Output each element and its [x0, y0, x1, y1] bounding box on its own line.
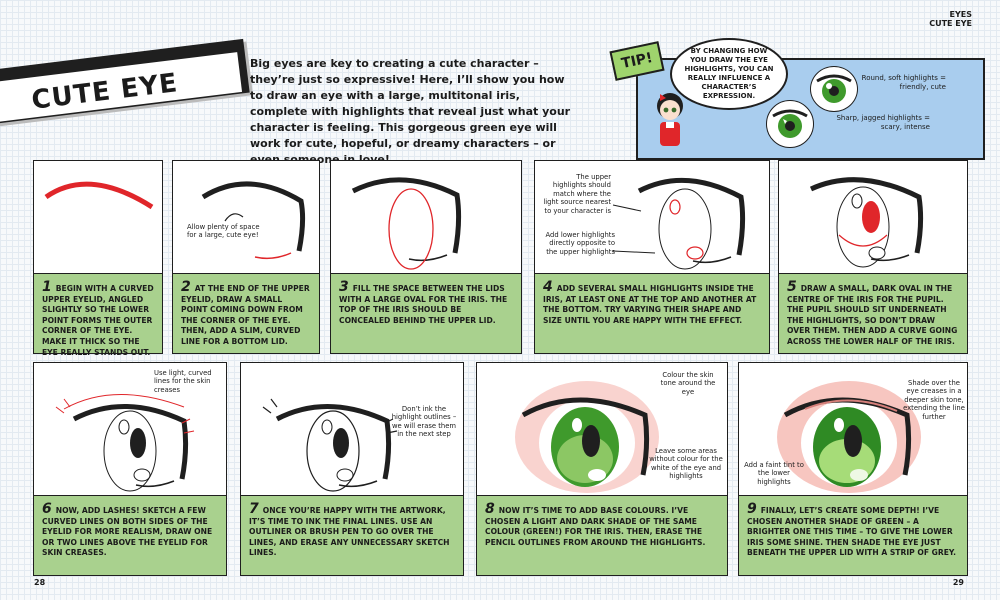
tip-speech-bubble: BY CHANGING HOW YOU DRAW THE EYE HIGHLIGHTS, YOU CAN REALLY INFLUENCE A CHARACTER’S EXPRESSION. [670, 38, 788, 110]
step-panel-6 [33, 362, 227, 576]
tip-eye-round-illustration [810, 66, 858, 112]
page-title: CUTE EYE [30, 68, 180, 116]
step-text-2: AT THE END OF THE UPPER EYELID, DRAW A SMALL POINT COMING DOWN FROM THE CORNER OF THE EYE. THEN, ADD A SLIM, CURVED LINE FOR A BOTTOM LID. [181, 284, 310, 346]
step-caption-8 [477, 495, 727, 575]
step-text-6: NOW, ADD LASHES! SKETCH A FEW CURVED LINES ON BOTH SIDES OF THE EYELID FOR MORE REALISM, DRAW ONE OR TWO LINES ABOVE THE EYELID FOR SKIN CREASES. [42, 506, 213, 558]
step4-annotation-upper: The upper highlights should match where the light source nearest to your character is [543, 173, 611, 215]
step9-annotation-crease: Shade over the eye creases in a deeper skin tone, extending the line further [903, 379, 965, 421]
section-header-line2: CUTE EYE [929, 19, 972, 28]
step-panel-5 [778, 160, 968, 354]
tip-note-sharp: Sharp, jagged highlights = scary, intense [836, 114, 930, 131]
step-text-7: ONCE YOU’RE HAPPY WITH THE ARTWORK, IT’S TIME TO INK THE FINAL LINES. USE AN OUTLINER OR BRUSH PEN TO GO OVER THE LINES, AND ERASE ANY UNNECESSARY SKETCH LINES. [249, 506, 450, 558]
step1-sketch [34, 161, 162, 273]
step-panel-1 [33, 160, 163, 357]
step-number-4: 4 [543, 279, 553, 295]
step-caption-4 [535, 273, 769, 353]
tip-badge: TIP! [609, 41, 664, 81]
step-number-7: 7 [249, 501, 259, 517]
step-caption-6 [34, 495, 226, 575]
step-text-8: NOW IT’S TIME TO ADD BASE COLOURS. I’VE CHOSEN A LIGHT AND DARK SHADE OF THE SAME COLOUR (GREEN!) FOR THE IRIS. THEN, ERASE THE PENCIL OUTLINES FROM AROUND THE HIGHLIGHTS. [485, 506, 706, 547]
step-number-6: 6 [42, 501, 52, 517]
step-panel-4 [534, 160, 770, 354]
intro-paragraph: Big eyes are key to creating a cute character – they’re just so expressive! Here, I’ll show you how to draw an eye with a large, multitonal iris, complete with highlights that reveal just what your character is feeling. This gorgeous green eye will work for cute, hopeful, or dreamy characters – or [250, 57, 571, 150]
step-number-5: 5 [787, 279, 797, 295]
step-panel-7 [240, 362, 464, 576]
step-text-9: FINALLY, LET’S CREATE SOME DEPTH! I’VE CHOSEN ANOTHER SHADE OF GREEN – A BRIGHTER ONE THIS TIME – TO GIVE THE LOWER IRIS SOME SHINE. THEN SHADE THE EYE JUST BENEATH THE UPPER LID WITH A STRIP OF GREY. [747, 506, 957, 558]
step-panel-2 [172, 160, 320, 354]
step-number-2: 2 [181, 279, 191, 295]
step-panel-3 [330, 160, 522, 354]
step-caption-1 [34, 273, 162, 357]
step4-annotation-lower: Add lower highlights directly opposite to the upper highlights [545, 231, 615, 256]
step-text-4: ADD SEVERAL SMALL HIGHLIGHTS INSIDE THE IRIS, AT LEAST ONE AT THE TOP AND ANOTHER AT THE BOTTOM. TRY VARYING THEIR SHAPE AND SIZE UNTIL YOU ARE HAPPY WITH THE EFFECT. [543, 284, 757, 325]
step-panel-9 [738, 362, 968, 576]
tip-note-round: Round, soft highlights = friendly, cute [861, 74, 946, 91]
section-header [929, 10, 972, 28]
page-number-left: 28 [34, 578, 46, 587]
step-caption-2 [173, 273, 319, 353]
step-panel-8 [476, 362, 728, 576]
step2-annotation: Allow plenty of space for a large, cute eye! [187, 223, 260, 240]
step8-annotation-skin: Colour the skin tone around the eye [660, 371, 716, 396]
step5-sketch [779, 161, 967, 273]
page-number-right: 29 [952, 578, 964, 587]
step-caption-9 [739, 495, 967, 575]
step-caption-7 [241, 495, 463, 575]
chibi-girl-illustration [650, 88, 690, 152]
step-caption-3 [331, 273, 521, 353]
step2-sketch [173, 161, 319, 273]
step8-annotation-white: Leave some areas without colour for the white of the eye and highlights [649, 447, 723, 481]
step-caption-5 [779, 273, 967, 353]
step-number-3: 3 [339, 279, 349, 295]
section-header-line1: EYES [949, 10, 972, 19]
step3-sketch [331, 161, 521, 273]
step7-annotation: Don’t ink the highlight outlines – we will erase them in the next step [391, 405, 457, 439]
tip-eye-sharp-illustration [766, 100, 814, 148]
step6-annotation: Use light, curved lines for the skin creases [154, 369, 212, 394]
step-text-1: BEGIN WITH A CURVED UPPER EYELID, ANGLED SLIGHTLY SO THE LOWER POINT FORMS THE OUTER CORNER OF THE EYE. MAKE IT THICK SO THE EYE REALLY STANDS OUT. [42, 284, 154, 357]
step-text-5: DRAW A SMALL, DARK OVAL IN THE CENTRE OF THE IRIS FOR THE PUPIL. THE PUPIL SHOULD SIT UNDERNEATH THE HIGHLIGHTS, SO DON’T DRAW OVER THEM. THEN ADD A CURVE GOING ACROSS THE LOWER HALF OF THE IRIS. [787, 284, 958, 346]
step-number-9: 9 [747, 501, 757, 517]
step-text-3: FILL THE SPACE BETWEEN THE LIDS WITH A LARGE OVAL FOR THE IRIS. THE TOP OF THE IRIS SHOULD BE CONCEALED BEHIND THE UPPER LID. [339, 284, 508, 325]
step-number-8: 8 [485, 501, 495, 517]
step-number-1: 1 [42, 279, 52, 295]
step9-annotation-tint: Add a faint tint to the lower highlights [744, 461, 804, 486]
